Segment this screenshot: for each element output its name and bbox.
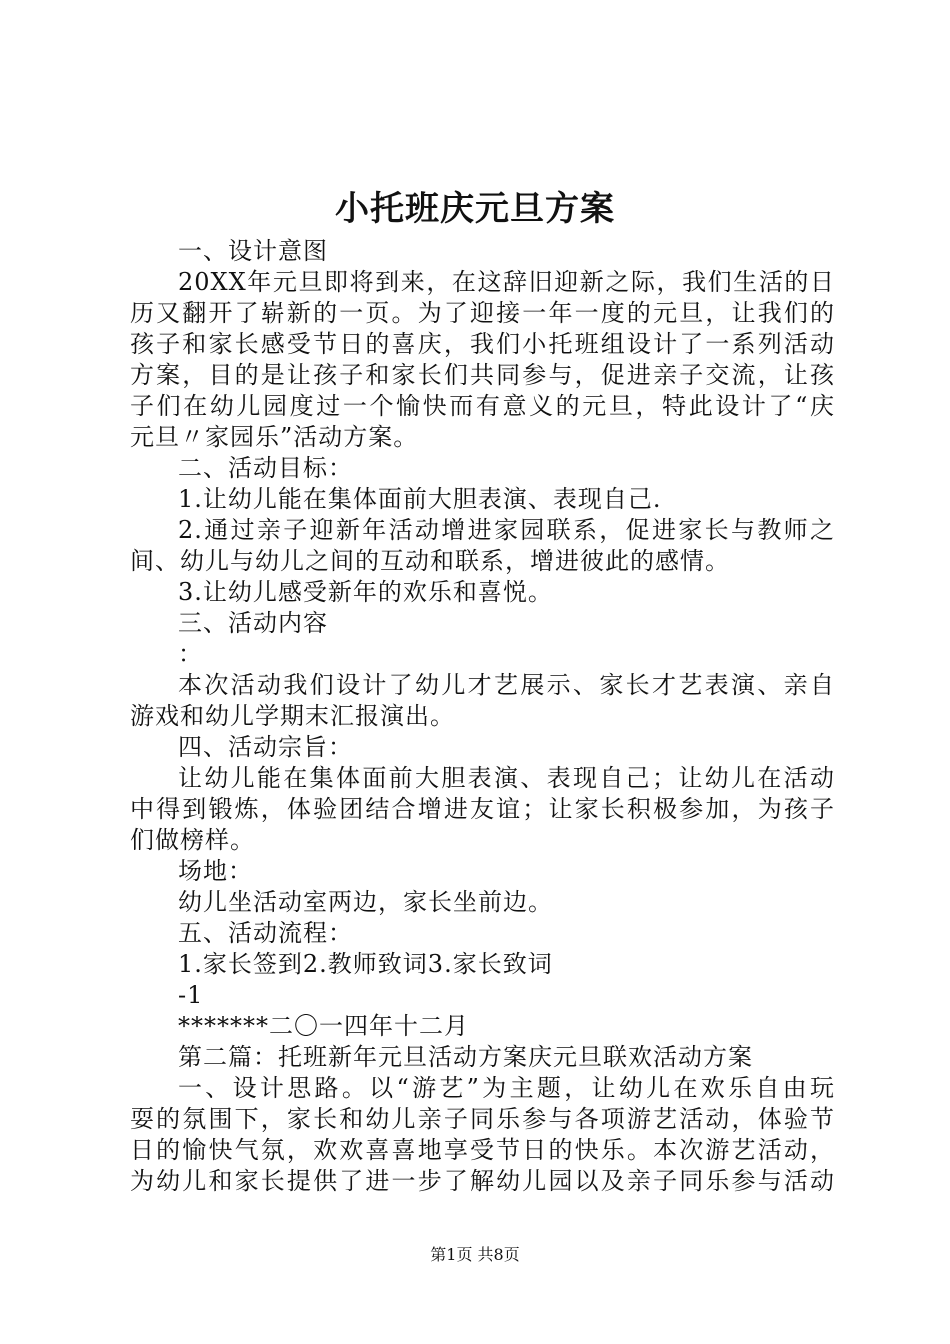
paragraph-line: 让幼儿能在集体面前大胆表演、表现自己；让幼儿在活动: [178, 764, 835, 792]
paragraph-line: 一、设计思路。以“游艺”为主题，让幼儿在欢乐自由玩: [178, 1074, 835, 1102]
paragraph-line: 本次活动我们设计了幼儿才艺展示、家长才艺表演、亲自: [178, 671, 835, 699]
list-item: 1.让幼儿能在集体面前大胆表演、表现自己.: [178, 485, 662, 513]
paragraph-line: 元旦〃家园乐”活动方案。: [130, 423, 419, 451]
paragraph-line: *******二〇一四年十二月: [178, 1012, 469, 1040]
section-heading: 二、活动目标：: [178, 454, 353, 482]
paragraph-line: 子们在幼儿园度过一个愉快而有意义的元旦，特此设计了“庆: [130, 392, 835, 420]
paragraph-line: ：: [178, 640, 203, 668]
document-body: [130, 236, 835, 1197]
section-heading: 第二篇：托班新年元旦活动方案庆元旦联欢活动方案: [178, 1043, 753, 1071]
section-heading: 四、活动宗旨：: [178, 733, 353, 761]
paragraph-line: 间、幼儿与幼儿之间的互动和联系，增进彼此的感情。: [130, 547, 730, 575]
paragraph-line: 们做榜样。: [130, 826, 255, 854]
paragraph-line: 历又翻开了崭新的一页。为了迎接一年一度的元旦，让我们的: [130, 299, 835, 327]
paragraph-line: 20XX年元旦即将到来，在这辞旧迎新之际，我们生活的日: [178, 268, 835, 296]
paragraph-line: 日的愉快气氛，欢欢喜喜地享受节日的快乐。本次游艺活动，: [130, 1136, 835, 1164]
paragraph-line: 为幼儿和家长提供了进一步了解幼儿园以及亲子同乐参与活动: [130, 1167, 835, 1195]
paragraph-line: 幼儿坐活动室两边，家长坐前边。: [178, 888, 553, 916]
list-item: 2.通过亲子迎新年活动增进家园联系，促进家长与教师之: [178, 516, 835, 544]
section-heading: 一、设计意图: [178, 237, 328, 265]
list-item: 1.家长签到2.教师致词3.家长致词: [178, 950, 553, 978]
paragraph-line: 中得到锻炼，体验团结合增进友谊；让家长积极参加，为孩子: [130, 795, 835, 823]
list-item: 3.让幼儿感受新年的欢乐和喜悦。: [178, 578, 553, 606]
paragraph-line: 方案，目的是让孩子和家长们共同参与，促进亲子交流，让孩: [130, 361, 835, 389]
paragraph-line: -1: [178, 981, 204, 1009]
paragraph-line: 游戏和幼儿学期末汇报演出。: [130, 702, 455, 730]
section-heading: 三、活动内容: [178, 609, 328, 637]
paragraph-line: 场地：: [178, 857, 253, 885]
document-title: 小托班庆元旦方案: [335, 189, 615, 229]
page-number: 第1页 共8页: [430, 1245, 520, 1264]
paragraph-line: 耍的氛围下，家长和幼儿亲子同乐参与各项游艺活动，体验节: [130, 1105, 835, 1133]
section-heading: 五、活动流程：: [178, 919, 353, 947]
paragraph-line: 孩子和家长感受节日的喜庆，我们小托班组设计了一系列活动: [130, 330, 835, 358]
